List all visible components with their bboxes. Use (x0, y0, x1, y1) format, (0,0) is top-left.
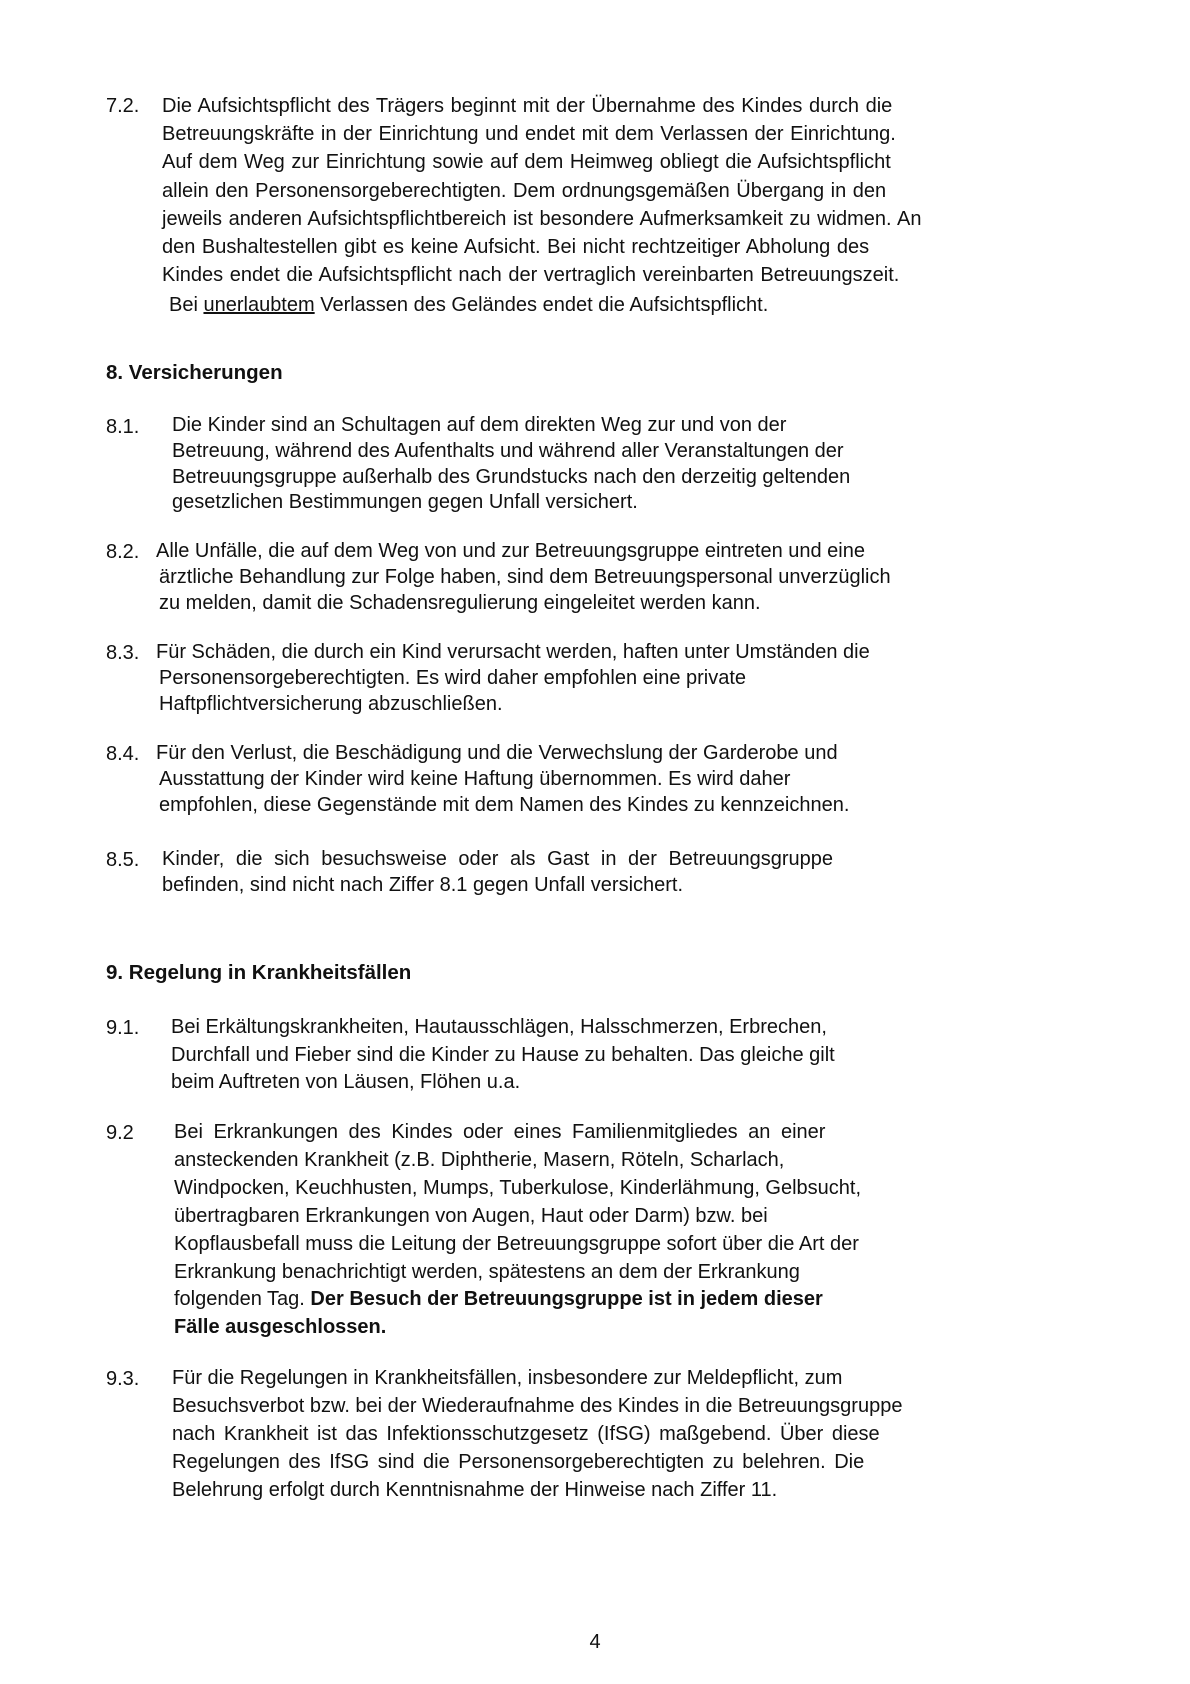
text-line: nach Krankheit ist das Infektionsschutzgesetz (IfSG) maßgebend. Über diese (172, 1422, 880, 1445)
text-line: Bei Erkrankungen des Kindes oder eines Familienmitgliedes an einer (174, 1121, 826, 1143)
text-line: ansteckenden Krankheit (z.B. Diphtherie, Masern, Röteln, Scharlach, (174, 1148, 785, 1171)
text-line: Kopflausbefall muss die Leitung der Betreuungsgruppe sofort über die Art der (174, 1232, 859, 1255)
text-normal: folgenden Tag. (174, 1288, 311, 1311)
text-line: übertragbaren Erkrankungen von Augen, Haut oder Darm) bzw. bei (174, 1204, 768, 1227)
text-line: zu melden, damit die Schadensregulierung eingeleitet werden kann. (159, 592, 761, 614)
text-line: Bei Erkältungskrankheiten, Hautausschlägen, Halsschmerzen, Erbrechen, (171, 1016, 827, 1038)
item-text (171, 1014, 835, 1097)
section-9-heading: 9. Regelung in Krankheitsfällen (106, 961, 412, 984)
item-number: 8.3. (106, 642, 140, 664)
text-line: Kinder, die sich besuchsweise oder als Gast in der Betreuungsgruppe (162, 848, 834, 870)
text-line: Regelungen des IfSG sind die Personensorgeberechtigten zu belehren. Die (172, 1450, 865, 1473)
text-line: Personensorgeberechtigten. Es wird daher empfohlen eine private (159, 667, 747, 689)
text-line: Betreuungskräfte in der Einrichtung und endet mit dem Verlassen der Einrichtung. (162, 123, 896, 146)
text-line: Für die Regelungen in Krankheitsfällen, insbesondere zur Meldepflicht, zum (172, 1367, 843, 1389)
item-text (172, 1365, 902, 1505)
item-text (156, 538, 891, 616)
note-underlined: unerlaubtem (203, 294, 315, 316)
supervision-note (169, 291, 768, 319)
item-number: 9.3. (106, 1368, 140, 1390)
page-number: 4 (589, 1631, 601, 1653)
item-text (162, 846, 833, 898)
text-line: Betreuungsgruppe außerhalb des Grundstucks nach den derzeitig geltenden (172, 465, 851, 488)
item-text (156, 740, 849, 818)
text-line: Betreuung, während des Aufenthalts und während aller Veranstaltungen der (172, 439, 844, 462)
item-number: 8.5. (106, 849, 140, 871)
text-line: empfohlen, diese Gegenstände mit dem Namen des Kindes zu kennzeichnen. (159, 794, 850, 816)
note-prefix: Bei (169, 294, 204, 316)
text-line: Belehrung erfolgt durch Kenntnisnahme der Hinweise nach Ziffer 11. (172, 1478, 778, 1501)
item-number: 7.2. (106, 95, 140, 117)
item-number: 9.2 (106, 1122, 134, 1144)
section-8-heading: 8. Versicherungen (106, 361, 283, 384)
item-text (162, 92, 922, 289)
text-line: Kindes endet die Aufsichtspflicht nach der vertraglich vereinbarten Betreuungszeit. (162, 264, 900, 287)
item-number: 8.2. (106, 541, 140, 563)
text-line: beim Auftreten von Läusen, Flöhen u.a. (171, 1071, 521, 1093)
text-line: Die Kinder sind an Schultagen auf dem direkten Weg zur und von der (172, 414, 787, 436)
text-line: Besuchsverbot bzw. bei der Wiederaufnahme des Kindes in die Betreuungsgruppe (172, 1394, 903, 1417)
text-line: Alle Unfälle, die auf dem Weg von und zur Betreuungsgruppe eintreten und eine (156, 540, 865, 562)
item-text (156, 639, 870, 717)
text-line: Für den Verlust, die Beschädigung und die Verwechslung der Garderobe und (156, 742, 838, 764)
text-line: Die Aufsichtspflicht des Trägers beginnt mit der Übernahme des Kindes durch die (162, 95, 893, 117)
text-line: jeweils anderen Aufsichtspflichtbereich ist besondere Aufmerksamkeit zu widmen. An (162, 207, 922, 230)
exclusion-notice: Fälle ausgeschlossen. (174, 1316, 387, 1339)
item-text (172, 413, 850, 516)
text-line: Durchfall und Fieber sind die Kinder zu Hause zu behalten. Das gleiche gilt (171, 1043, 835, 1066)
text-line: Haftpflichtversicherung abzuschließen. (159, 693, 503, 715)
text-line: den Bushaltestellen gibt es keine Aufsicht. Bei nicht rechtzeitiger Abholung des (162, 236, 870, 259)
text-line: befinden, sind nicht nach Ziffer 8.1 gegen Unfall versichert. (162, 874, 684, 896)
text-line: ärztliche Behandlung zur Folge haben, sind dem Betreuungspersonal unverzüglich (159, 566, 891, 588)
text-line: Windpocken, Keuchhusten, Mumps, Tuberkulose, Kinderlähmung, Gelbsucht, (174, 1176, 862, 1199)
note-suffix: Verlassen des Geländes endet die Aufsichtspflicht. (314, 294, 769, 316)
text-line: gesetzlichen Bestimmungen gegen Unfall versichert. (172, 491, 638, 514)
text-line: Für Schäden, die durch ein Kind verursacht werden, haften unter Umständen die (156, 641, 870, 663)
exclusion-notice: Der Besuch der Betreuungsgruppe ist in jedem dieser (310, 1288, 823, 1311)
text-line (174, 1286, 861, 1314)
item-number: 8.4. (106, 743, 140, 765)
text-line: allein den Personensorgeberechtigten. Dem ordnungsgemäßen Übergang in den (162, 179, 887, 202)
text-line: Erkrankung benachrichtigt werden, spätestens an dem der Erkrankung (174, 1260, 800, 1283)
text-line: Auf dem Weg zur Einrichtung sowie auf dem Heimweg obliegt die Aufsichtspflicht (162, 151, 891, 174)
item-text (174, 1119, 861, 1342)
item-number: 9.1. (106, 1017, 140, 1039)
item-number: 8.1. (106, 416, 140, 438)
text-line: Ausstattung der Kinder wird keine Haftung übernommen. Es wird daher (159, 768, 791, 790)
